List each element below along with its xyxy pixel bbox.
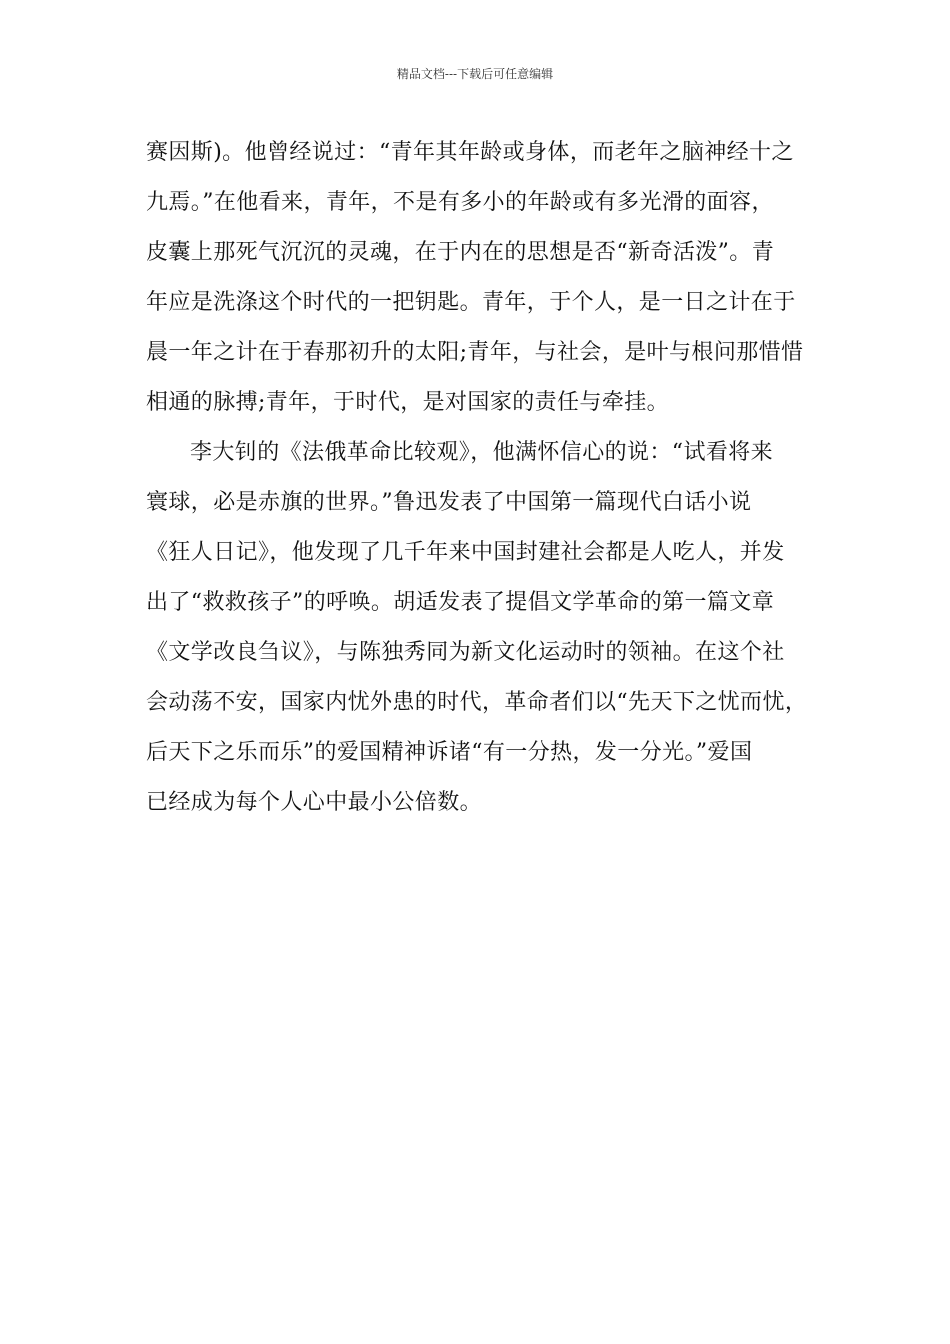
document-body [146, 128, 826, 828]
text-line: 会动荡不安，国家内忧外患的时代，革命者们以“先天下之忧而忧， [146, 690, 808, 715]
text-line: 已经成为每个人心中最小公倍数。 [146, 790, 483, 815]
text-line: 皮囊上那死气沉沉的灵魂，在于内在的思想是否“新奇活泼”。青 [146, 240, 775, 265]
text-line: 后天下之乐而乐”的爱国精神诉诸“有一分热，发一分光。”爱国 [146, 740, 753, 765]
text-line: 寰球，必是赤旗的世界。”鲁迅发表了中国第一篇现代白话小说 [146, 490, 752, 515]
text-line: 年应是洗涤这个时代的一把钥匙。青年，于个人，是一日之计在于 [146, 290, 796, 315]
text-line: 赛因斯)。他曾经说过：“青年其年龄或身体，而老年之脑神经十之 [146, 140, 794, 165]
text-line: 相通的脉搏;青年，于时代，是对国家的责任与牵挂。 [146, 390, 670, 415]
text-line: 九焉。”在他看来，青年，不是有多小的年龄或有多光滑的面容， [146, 190, 774, 215]
text-line: 出了“救救孩子”的呼唤。胡适发表了提倡文学革命的第一篇文章 [146, 590, 775, 615]
text-line: 晨一年之计在于春那初升的太阳;青年，与社会，是叶与根问那惜惜 [146, 340, 804, 365]
text-line: 《狂人日记》，他发现了几千年来中国封建社会都是人吃人，并发 [146, 540, 785, 565]
text-line: 《文学改良刍议》，与陈独秀同为新文化运动时的领袖。在这个社 [146, 640, 785, 665]
page-header: 精品文档---下载后可任意编辑 [396, 67, 554, 81]
paragraph-first-line: 李大钊的《法俄革命比较观》，他满怀信心的说：“试看将来 [190, 440, 774, 465]
